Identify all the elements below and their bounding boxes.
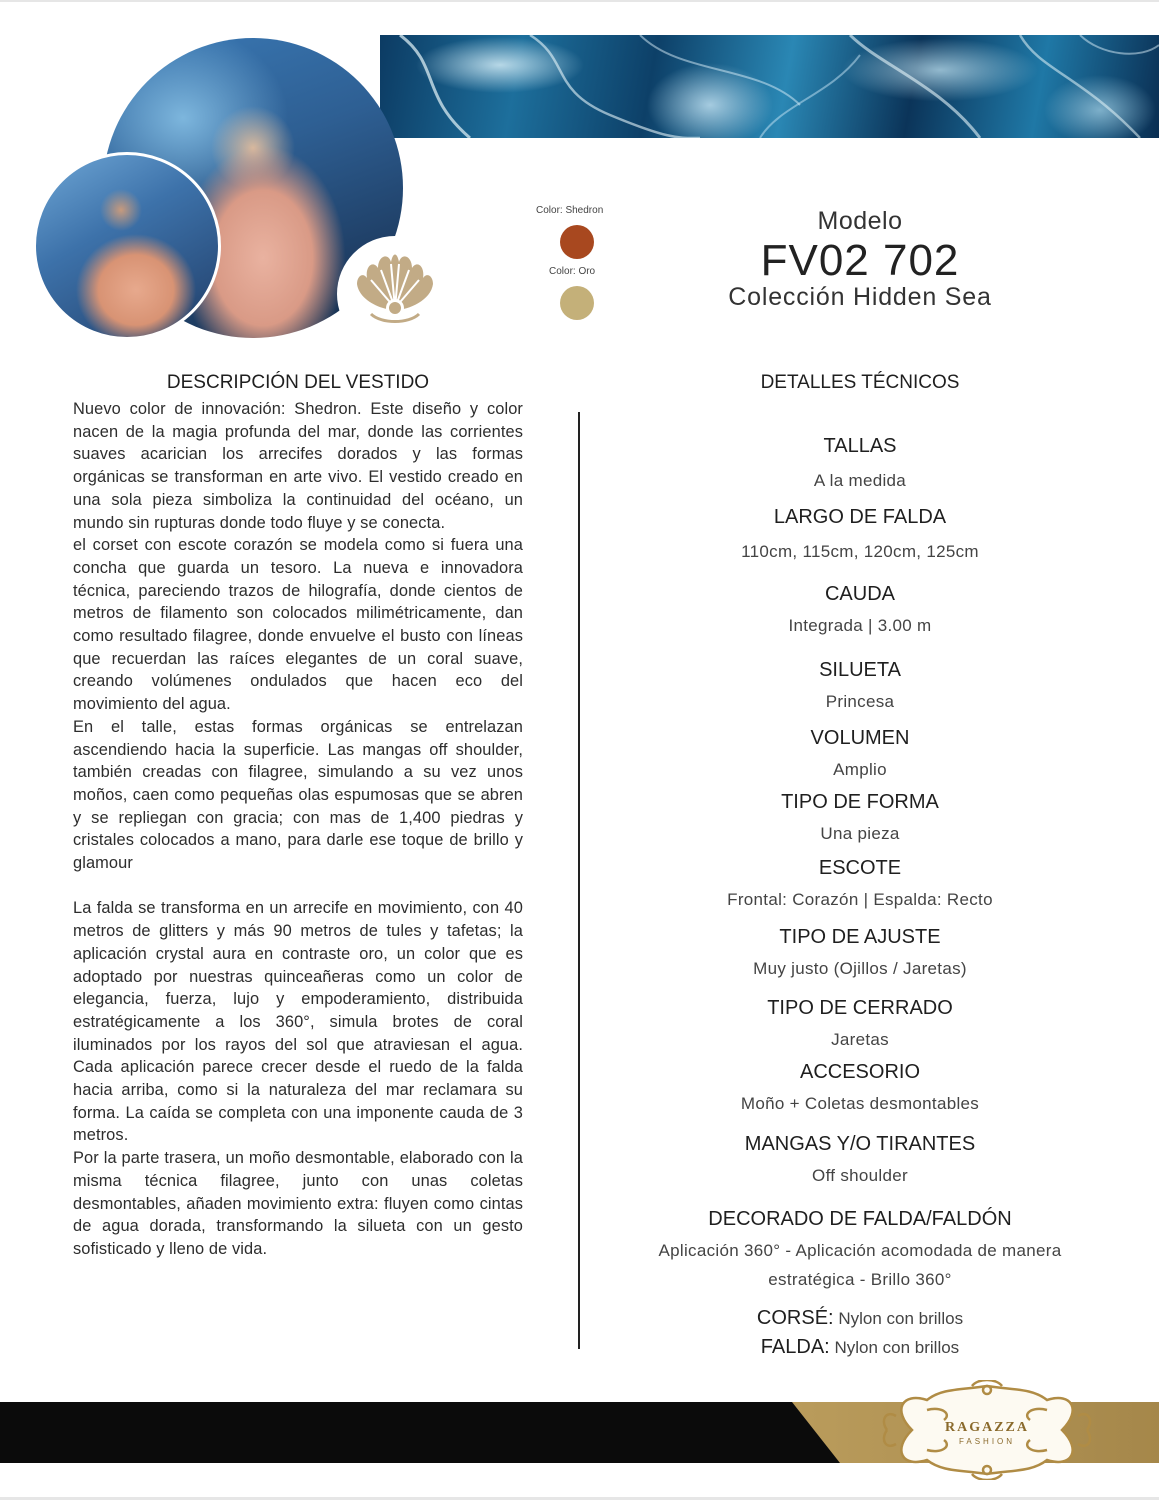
spec-value: Amplio (833, 760, 887, 779)
brand-name: RAGAZZA (944, 1420, 1029, 1435)
model-label: Modelo (817, 207, 903, 235)
spec-value: estratégica - Brillo 360° (768, 1270, 952, 1289)
spec-value: Moño + Coletas desmontables (740, 1094, 980, 1113)
description-paragraph: Por la parte trasera, un moño desmontable, elaborado con la misma técnica filagree, junto con unas coletas desmontables, añaden movimiento extra: fluyen como cintas de agua dorada, transformando la silueta con un gesto sofisticado y lleno de vida. (73, 1149, 523, 1258)
spec-label: TIPO DE FORMA (781, 791, 939, 813)
description-paragraph: el corset con escote corazón se modela como si fuera una concha que guarda un tesoro. La nueva e innovadora técnica, pareciendo trazos de hilografía, donde cientos de metros de filamento son colocados milimétricamente, dan como resultado filagree, donde envuelve el busto con líneas que recuerdan las raíces elegantes de un coral suave, creando volúmenes ondulados que hacen eco del movimiento del agua. (73, 536, 523, 714)
description-title: DESCRIPCIÓN DEL VESTIDO (166, 372, 430, 393)
material-skirt (600, 1336, 1120, 1359)
spec-label: SILUETA (819, 659, 901, 681)
description-paragraph: En el talle, estas formas orgánicas se entrelazan ascendiendo hacia la superficie. Las mangas off shoulder, también creadas con filagree, simulando a su vez unos moños, caen como pequeñas olas espumosas que se abren y se repliegan con gracia; con mas de 1,400 piedras y cristales colocados a mano, para darle ese toque de brillo y glamour (73, 717, 523, 873)
seashell-logo-icon (351, 248, 439, 328)
spec-value: Muy justo (Ojillos / Jaretas) (753, 959, 967, 978)
material-value: Nylon con brillos (838, 1309, 964, 1328)
spec-value: Integrada | 3.00 m (788, 616, 932, 635)
swatch-shedron (560, 225, 594, 259)
spec-label: TIPO DE CERRADO (767, 997, 953, 1019)
spec-value: Off shoulder (812, 1166, 908, 1185)
shell-badge (337, 236, 453, 352)
top-rule (0, 0, 1159, 2)
material-label: CORSÉ: (756, 1307, 834, 1329)
spec-label: MANGAS Y/O TIRANTES (744, 1133, 976, 1155)
description-paragraph: La falda se transforma en un arrecife en movimiento, con 40 metros de glitters y más 90 metros de tules y tafetas; la aplicación crystal aura en contraste oro, un color que es adoptado por nuestras quinceañeras como un color de elegancia, fuerza, lujo y empoderamiento, distribuida estratégicamente a los 360°, simula brotes de coral iluminados por los rayos del sol que atraviesan el agua. Cada aplicación parece crecer desde el ruedo de la falda hacia arriba, como si la naturaleza del mar reclamara su forma. La caída se completa con una imponente cauda de 3 metros. (73, 899, 523, 1145)
collection-name: Colección Hidden Sea (728, 283, 992, 311)
material-label: FALDA: (760, 1336, 830, 1358)
color-label-oro: Color: Oro (549, 266, 596, 277)
technical-title: DETALLES TÉCNICOS (760, 372, 960, 393)
material-corset (600, 1307, 1120, 1330)
spec-label: LARGO DE FALDA (773, 506, 947, 528)
spec-value: 110cm, 115cm, 120cm, 125cm (741, 542, 979, 561)
ocean-banner (380, 35, 1159, 138)
color-label-shedron: Color: Shedron (536, 205, 604, 216)
column-divider (578, 412, 580, 1349)
description-paragraph: Nuevo color de innovación: Shedron. Este diseño y color nacen de la magia profunda del mar, donde las corrientes suaves acarician los arrecifes dorados y las formas orgánicas se transforman en arte vivo. El vestido creado en una sola pieza simboliza la continuidad del océano, un mundo sin rupturas donde todo fluye y se conecta. (73, 400, 523, 532)
spec-value: Princesa (825, 692, 895, 711)
spec-label: VOLUMEN (810, 727, 910, 749)
spec-label: TIPO DE AJUSTE (779, 926, 941, 948)
spec-label: TALLAS (823, 435, 897, 457)
material-value: Nylon con brillos (834, 1338, 960, 1357)
description-body (73, 398, 523, 1261)
spec-label: ESCOTE (818, 857, 902, 879)
spec-value: A la medida (813, 471, 907, 490)
spec-label: DECORADO DE FALDA/FALDÓN (708, 1208, 1012, 1230)
spec-value: Una pieza (820, 824, 900, 843)
spec-label: CAUDA (824, 583, 895, 605)
ocean-texture (380, 35, 1159, 138)
spec-value: Aplicación 360° - Aplicación acomodada de manera (658, 1241, 1062, 1260)
swatch-oro (560, 286, 594, 320)
spec-value: Jaretas (831, 1030, 889, 1049)
model-code: FV02 702 (760, 236, 960, 285)
brand-sub: FASHION (958, 1437, 1016, 1446)
dress-photo-back (33, 152, 221, 340)
spec-value: Frontal: Corazón | Espalda: Recto (727, 890, 993, 909)
spec-label: ACCESORIO (799, 1061, 921, 1083)
